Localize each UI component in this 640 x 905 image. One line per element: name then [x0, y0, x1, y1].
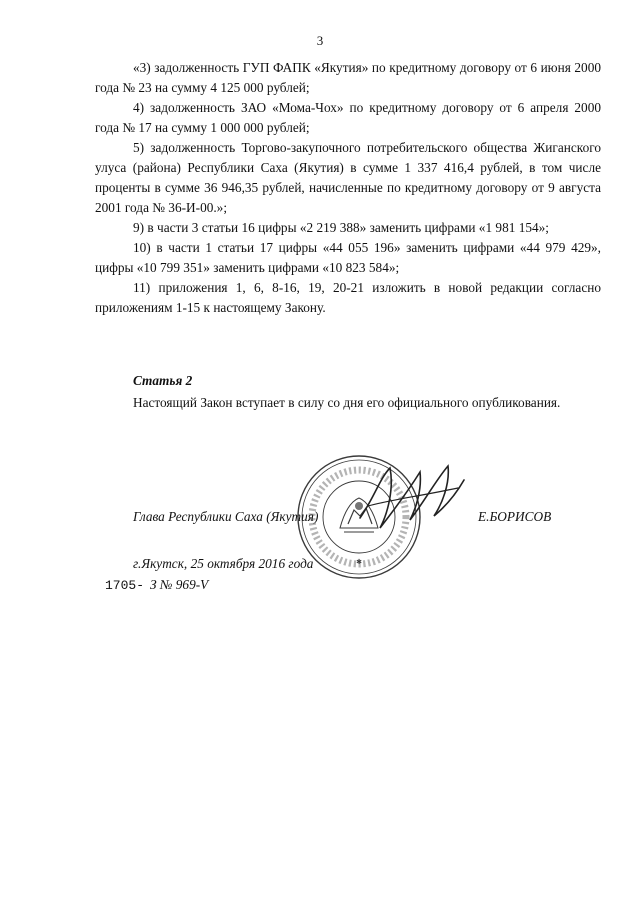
article-heading: Статья 2 — [133, 373, 193, 388]
article-text: Настоящий Закон вступает в силу со дня его официального опубликования. — [133, 395, 561, 410]
paragraph-item-9: 9) в части 3 статьи 16 цифры «2 219 388» заменить цифрами «1 981 154»; — [133, 220, 549, 235]
place-and-date: г.Якутск, 25 октября 2016 года — [133, 556, 314, 571]
registration-code: 1705- — [105, 578, 145, 593]
svg-text:✱: ✱ — [356, 559, 362, 566]
page-number: 3 — [316, 33, 324, 48]
paragraph-item-11: 11) приложения 1, 6, 8-16, 19, 20-21 изложить в новой редакции согласно приложениям 1-15 к настоящему Закону. — [95, 280, 601, 315]
paragraph-item-5: 5) задолженность Торгово-закупочного потребительского общества Жиганского улуса (района) Республики Саха (Якутия) в сумме 1 337 416,4 рублей, в том числе проценты в сумме 36 946,35 рублей, начисленные по кредитному договору от 9 августа 2001 года № 36-И-00.»; — [95, 140, 601, 215]
paragraph-item-3: «3) задолженность ГУП ФАПК «Якутия» по кредитному договору от 6 июня 2000 года № 23 на сумму 4 125 000 рублей; — [95, 60, 601, 95]
paragraph-item-4: 4) задолженность ЗАО «Мома-Чох» по кредитному договору от 6 апреля 2000 года № 17 на сумму 1 000 000 рублей; — [95, 100, 601, 135]
registration-line — [105, 577, 208, 593]
paragraph-item-10: 10) в части 1 статьи 17 цифры «44 055 196» заменить цифрами «44 979 429», цифры «10 799 351» заменить цифрами «10 823 584»; — [95, 240, 601, 275]
signatory-role: Глава Республики Саха (Якутия) — [133, 509, 319, 524]
signatory-name: Е.БОРИСОВ — [478, 509, 552, 524]
amendments-list — [95, 58, 601, 318]
signature-mark — [350, 458, 470, 538]
law-number: З № 969-V — [150, 577, 209, 592]
